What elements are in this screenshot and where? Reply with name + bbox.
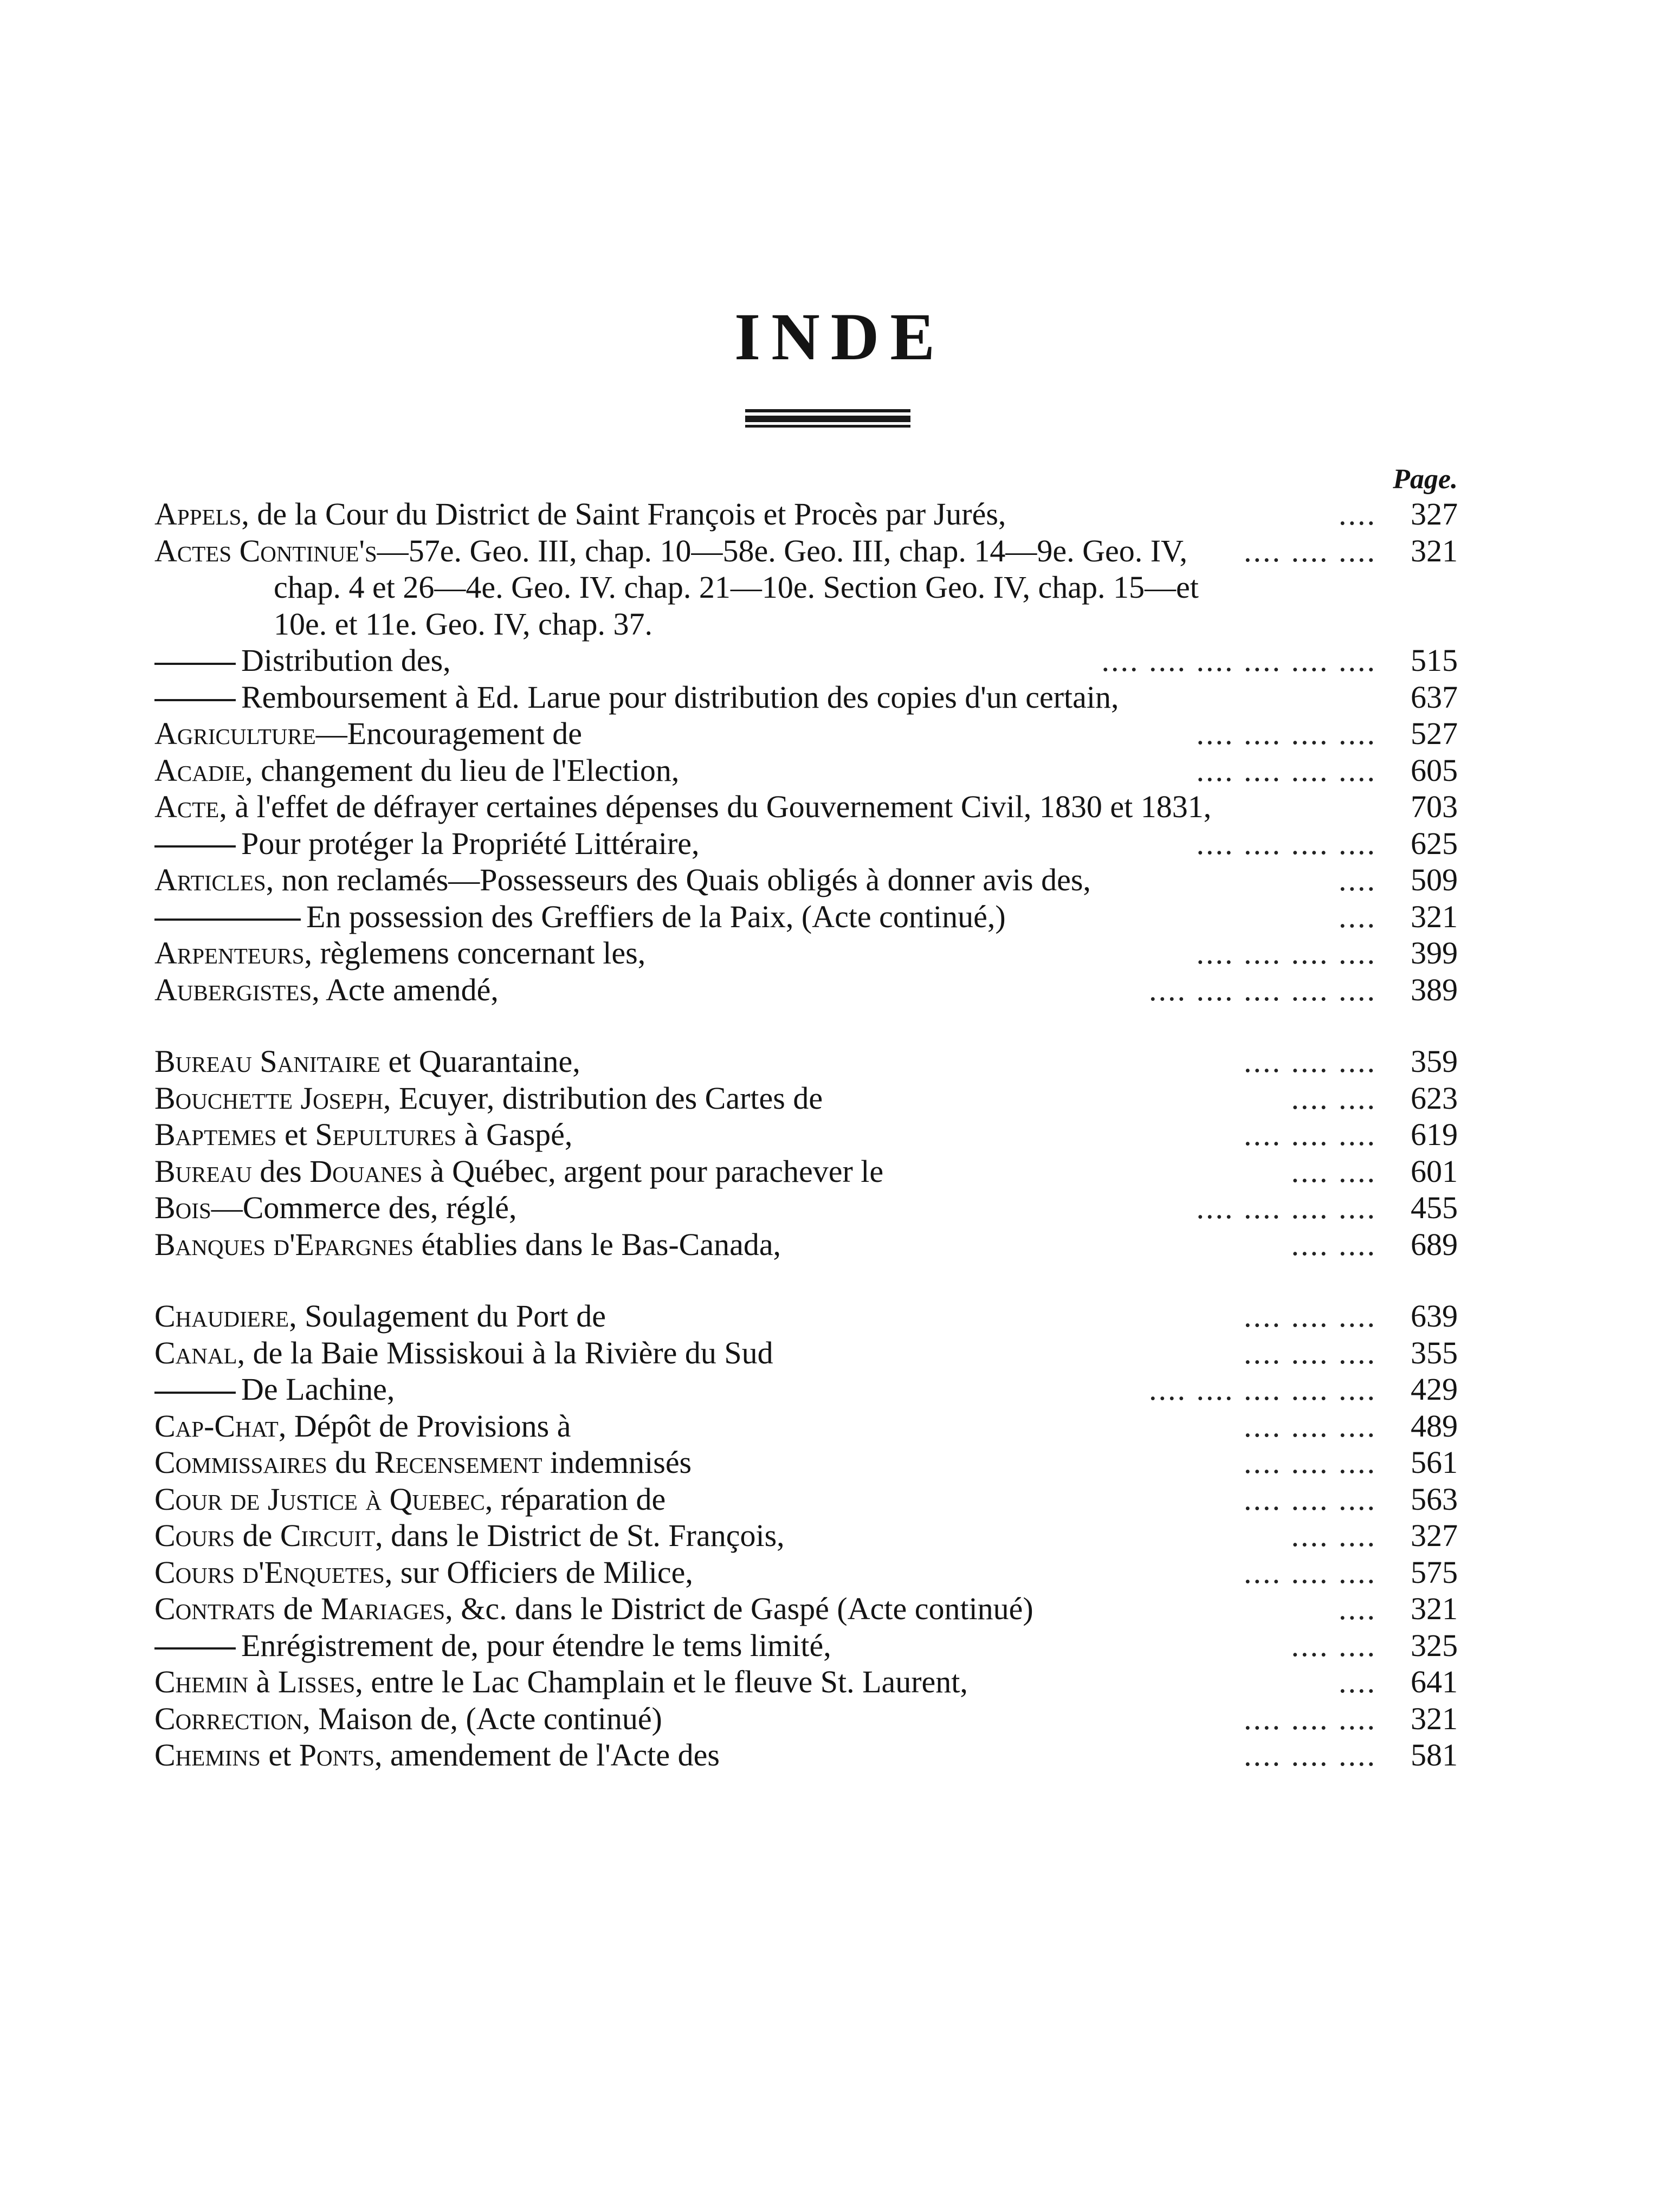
entry-text: , réparation de [484,1481,666,1517]
entry-text-secondary: , amendement de l'Acte des [374,1737,720,1773]
page-number: 619 [1411,1117,1458,1152]
entry-key: Bureau Sanitaire [154,1044,380,1079]
entry-text: des [251,1153,310,1189]
entry-key-secondary: Ponts [299,1737,375,1773]
leader-dots: .... .... .... [1244,1700,1377,1736]
leader-dots: .... .... [1291,1080,1377,1116]
index-entry [154,1408,1458,1445]
entry-text: , Dépôt de Provisions à [278,1408,571,1444]
entry-key: Actes Continue's [154,533,377,568]
leader-dots: .... .... .... [1244,1335,1377,1370]
leader-dots: .... .... .... .... [1196,935,1377,971]
entry-key: Canal [154,1335,237,1370]
entry-text: , Maison de, (Acte continué) [302,1700,662,1736]
entry-key-secondary: Sepultures [315,1117,457,1152]
entry-key: Chaudiere [154,1298,289,1334]
entry-key: Chemin [154,1664,249,1699]
entry-text: de [275,1591,321,1626]
page-number: 359 [1411,1044,1458,1079]
index-entry [154,1444,1458,1481]
index-entry [154,1189,1458,1226]
leader-dots: .... .... .... [1244,1408,1377,1444]
entry-text: établies dans le Bas-Canada, [413,1226,781,1262]
entry-key: Agriculture [154,716,316,751]
page-number: 321 [1411,898,1458,934]
leader-dots: .... .... .... .... [1196,825,1377,861]
entry-text: , Soulagement du Port de [289,1298,606,1334]
index-entry [154,1481,1458,1518]
leader-dots: .... .... .... [1244,1044,1377,1079]
entry-key: Cours d'Enquetes [154,1554,385,1590]
ditto-dash [154,699,236,701]
entry-text: et Quarantaine, [380,1044,580,1079]
page-number: 321 [1411,1700,1458,1736]
leader-dots: .... .... [1291,1518,1377,1553]
page-number: 327 [1411,1518,1458,1553]
index-entry [154,825,1458,862]
page-number: 637 [1411,679,1458,715]
entry-text: et [276,1117,315,1152]
entry-key: Banques d'Epargnes [154,1226,414,1262]
index-entry [154,1116,1458,1153]
page-number: 605 [1411,752,1458,788]
leader-dots: .... .... .... .... [1196,716,1377,751]
entry-key: Bureau [154,1153,252,1189]
entry-text: En possession des Greffiers de la Paix, (Acte continué,) [306,898,1006,934]
entry-key-secondary: Circuit [280,1518,376,1553]
entry-text: de [235,1518,280,1553]
entry-text: —Encouragement de [315,716,582,751]
index-list [154,496,1458,1774]
index-entry [154,1226,1458,1263]
page-number: 561 [1411,1445,1458,1480]
entry-text: et [260,1737,299,1773]
title-rule [745,409,910,425]
entry-text: , de la Baie Missiskoui à la Rivière du Sud [237,1335,773,1370]
leader-dots: .... .... .... .... .... [1149,1372,1377,1407]
entry-text-secondary: , &c. dans le District de Gaspé (Acte continué) [445,1591,1033,1626]
index-entry [154,1043,1458,1080]
leader-dots: .... [1339,1591,1377,1626]
leader-dots: .... [1339,862,1377,897]
entry-text-secondary: à Québec, argent pour parachever le [422,1153,884,1189]
entry-key: Arpenteurs [154,935,305,971]
entry-text: , Ecuyer, distribution des Cartes de [383,1080,823,1116]
ditto-dash [154,845,236,848]
entry-key: Bois [154,1190,211,1225]
page-number: 563 [1411,1481,1458,1517]
entry-text: , de la Cour du District de Saint François et Procès par Jurés, [241,496,1006,532]
entry-key: Contrats [154,1591,276,1626]
section-gap [154,1008,1458,1043]
section-gap [154,1263,1458,1298]
index-entry [154,1590,1458,1627]
page-number: 321 [1411,533,1458,568]
index-entry [154,1700,1458,1737]
index-entry [154,1335,1458,1372]
entry-text: , à l'effet de défrayer certaines dépenses du Gouvernement Civil, 1830 et 1831, [219,789,1212,824]
ditto-dash [154,919,301,921]
entry-text: Remboursement à Ed. Larue pour distribution des copies d'un certain, [241,679,1119,715]
leader-dots: .... .... .... .... .... .... [1101,643,1377,678]
entry-key: Baptemes [154,1117,277,1152]
leader-dots: .... .... .... [1244,1481,1377,1517]
entry-key-secondary: Lisses [277,1664,356,1699]
ditto-dash [154,663,236,665]
leader-dots: .... .... .... [1244,1554,1377,1590]
entry-text: , Acte amendé, [312,972,499,1007]
index-entry [154,642,1458,679]
page-number: 581 [1411,1737,1458,1773]
index-entry [154,1153,1458,1190]
leader-dots: .... .... [1291,1153,1377,1189]
index-entry [154,898,1458,935]
page-title: INDE [734,300,946,374]
entry-text: —57e. Geo. III, chap. 10—58e. Geo. III, chap. 14—9e. Geo. IV, chap. 4 et 26—4e. Geo. IV. chap. 21—10e. Section Geo. IV, chap. 15—et 10e. et 11e. Geo. IV, chap. 37. [274,533,1199,642]
entry-text: Distribution des, [241,643,451,678]
page-number: 455 [1411,1190,1458,1225]
entry-key: Aubergistes [154,972,312,1007]
page-number: 399 [1411,935,1458,971]
leader-dots: .... [1339,898,1377,934]
entry-text: , sur Officiers de Milice, [384,1554,693,1590]
entry-text: Pour protéger la Propriété Littéraire, [241,825,700,861]
index-entry [154,862,1458,898]
page-number: 509 [1411,862,1458,897]
index-entry [154,752,1458,789]
index-entry [154,1554,1458,1591]
index-entry [154,788,1458,825]
page-number: 515 [1411,643,1458,678]
index-entry [154,533,1458,643]
page-number: 575 [1411,1554,1458,1590]
entry-text-secondary: , entre le Lac Champlain et le fleuve St. Laurent, [355,1664,968,1699]
entry-key: Acadie [154,752,245,788]
leader-dots: .... .... .... [1244,1445,1377,1480]
page-number: 625 [1411,825,1458,861]
entry-key: Acte [154,789,219,824]
leader-dots: .... .... .... [1244,1117,1377,1152]
leader-dots: .... [1339,496,1377,532]
index-entry [154,1371,1458,1408]
page-number: 641 [1411,1664,1458,1699]
index-entry [154,972,1458,1008]
entry-text: , changement du lieu de l'Election, [245,752,680,788]
entry-key: Chemins [154,1737,261,1773]
leader-dots: .... .... [1291,1627,1377,1663]
index-entry [154,1627,1458,1664]
page-number: 355 [1411,1335,1458,1370]
index-entry [154,1664,1458,1700]
index-entry [154,679,1458,716]
entry-text: à [248,1664,278,1699]
page-number: 327 [1411,496,1458,532]
entry-text-secondary: , dans le District de St. François, [375,1518,785,1553]
entry-text: du [327,1445,374,1480]
index-entry [154,1737,1458,1774]
page-number: 601 [1411,1153,1458,1189]
page-number: 527 [1411,716,1458,751]
page-number: 689 [1411,1226,1458,1262]
page-number: 321 [1411,1591,1458,1626]
page-number: 639 [1411,1298,1458,1334]
entry-key: Appels [154,496,242,532]
page-number: 389 [1411,972,1458,1007]
leader-dots: .... .... .... .... .... [1149,972,1377,1007]
entry-text: —Commerce des, réglé, [211,1190,517,1225]
leader-dots: .... .... .... [1244,1298,1377,1334]
entry-key: Articles [154,862,266,897]
page-number: 489 [1411,1408,1458,1444]
index-entry [154,1080,1458,1117]
entry-key: Cap-Chat [154,1408,279,1444]
entry-key: Cours [154,1518,235,1553]
entry-text: , règlemens concernant les, [304,935,646,971]
index-entry [154,496,1458,533]
ditto-dash [154,1392,236,1394]
entry-text: Enrégistrement de, pour étendre le tems limité, [241,1627,831,1663]
entry-key-secondary: Recensement [374,1445,542,1480]
leader-dots: .... .... [1291,1226,1377,1262]
page-number: 429 [1411,1372,1458,1407]
leader-dots: .... .... .... [1244,533,1377,568]
entry-text: , non reclamés—Possesseurs des Quais obligés à donner avis des, [266,862,1091,897]
ditto-dash [154,1647,236,1650]
entry-key: Cour de Justice à Quebec [154,1481,485,1517]
page-column-header: Page. [1393,464,1458,495]
page-number: 325 [1411,1627,1458,1663]
entry-key: Commissaires [154,1445,327,1480]
page-number: 623 [1411,1080,1458,1116]
entry-key-secondary: Mariages [320,1591,445,1626]
entry-key: Correction [154,1700,303,1736]
leader-dots: .... .... .... .... [1196,752,1377,788]
entry-key: Bouchette Joseph [154,1080,383,1116]
entry-text: De Lachine, [241,1372,395,1407]
entry-key-secondary: Douanes [309,1153,423,1189]
entry-text-secondary: à Gaspé, [456,1117,573,1152]
entry-text-secondary: indemnisés [542,1445,692,1480]
leader-dots: .... [1339,1664,1377,1699]
leader-dots: .... .... .... [1244,1737,1377,1773]
index-entry [154,1298,1458,1335]
leader-dots: .... .... .... .... [1196,1190,1377,1225]
index-entry [154,715,1458,752]
index-entry [154,1517,1458,1554]
page-number: 703 [1411,789,1458,824]
index-entry [154,935,1458,972]
